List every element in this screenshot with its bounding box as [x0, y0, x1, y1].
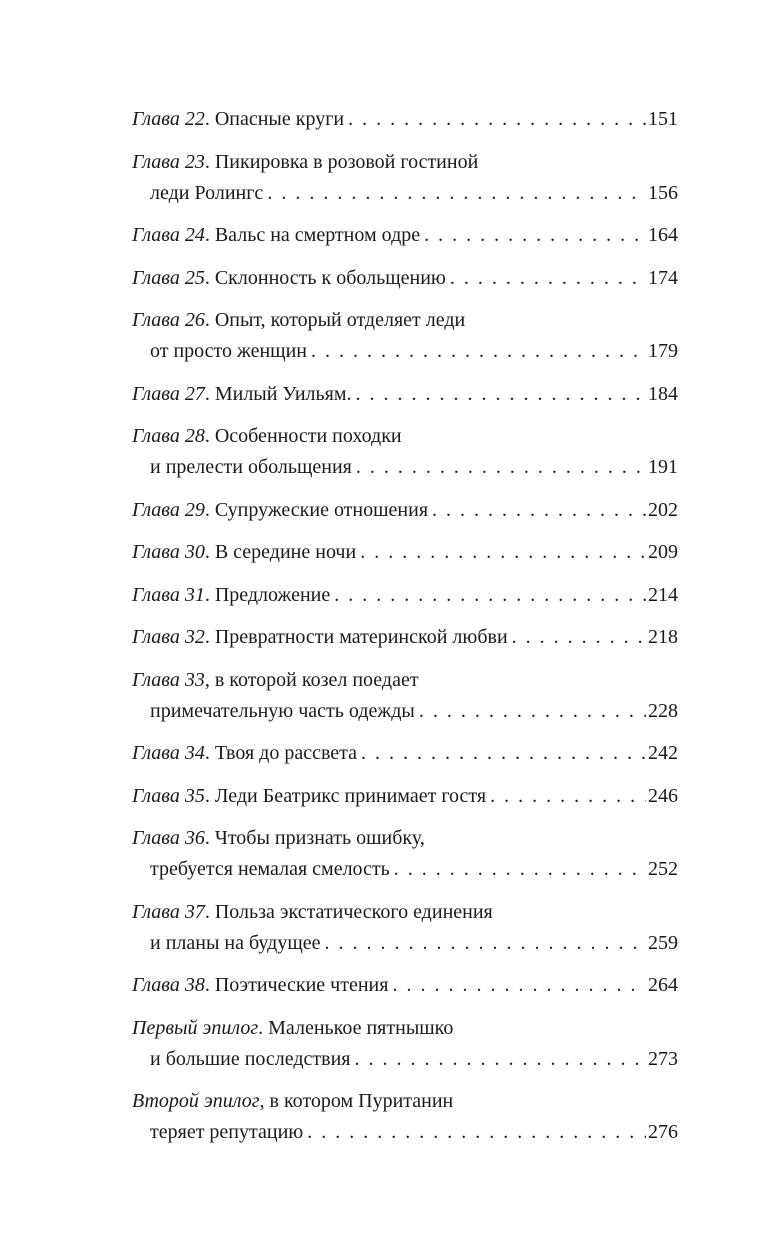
page-number: 264 [648, 974, 678, 996]
chapter-label: Глава 30 [132, 541, 205, 563]
page-number: 246 [648, 784, 678, 807]
chapter-separator: . [204, 382, 215, 405]
chapter-title: Вальс на смертном одре [214, 224, 421, 246]
toc-entry [132, 622, 678, 653]
chapter-separator: . [204, 974, 215, 996]
toc-entry-first-line [132, 580, 678, 611]
page-number: 184 [648, 382, 678, 405]
chapter-label: Глава 28 [132, 425, 205, 447]
chapter-separator: . [204, 541, 215, 563]
chapter-separator: . [204, 742, 215, 764]
chapter-label: Глава 32 [132, 626, 205, 648]
dot-leader [324, 928, 646, 959]
toc-entry-first-line [132, 421, 678, 452]
chapter-label: Глава 26 [132, 309, 205, 331]
chapter-title: в которой козел поедает [214, 668, 419, 691]
chapter-separator: . [204, 224, 215, 246]
toc-entry-first-line [132, 1086, 678, 1117]
toc-entry-first-line [132, 305, 678, 336]
page-number: 202 [648, 498, 678, 521]
page-number: 276 [648, 1121, 678, 1143]
chapter-title: Леди Беатрикс принимает гостя [214, 784, 487, 807]
toc-entry [132, 104, 678, 135]
page-number: 151 [648, 108, 678, 130]
chapter-separator: . [204, 425, 215, 447]
chapter-title: и прелести обольщения [150, 456, 352, 478]
chapter-title: и большие последствия [150, 1047, 351, 1070]
toc-entry-first-line [132, 1013, 678, 1044]
chapter-separator: . [204, 784, 215, 807]
toc-entry-continuation-line [132, 854, 678, 885]
toc-entry-first-line [132, 495, 678, 526]
toc-entry-continuation-line [132, 1117, 678, 1148]
dot-leader [419, 696, 646, 727]
toc-entry-first-line [132, 147, 678, 178]
chapter-label: Глава 38 [132, 974, 205, 996]
chapter-title: Польза экстатического единения [214, 900, 493, 923]
toc-entry [132, 220, 678, 251]
page-number: 273 [648, 1047, 678, 1070]
toc-entry [132, 305, 678, 367]
chapter-separator: . [204, 626, 215, 648]
chapter-separator: . [204, 266, 215, 289]
page-number: 259 [648, 931, 678, 954]
toc-entry [132, 1086, 678, 1148]
dot-leader [267, 178, 646, 209]
toc-entry [132, 421, 678, 483]
chapter-label: Глава 31 [132, 583, 205, 606]
page-number: 228 [648, 699, 678, 722]
chapter-separator: . [204, 583, 215, 606]
dot-leader [394, 854, 646, 885]
chapter-label: Глава 33 [132, 668, 205, 691]
dot-leader [348, 104, 646, 135]
chapter-title: Пикировка в розовой гостиной [214, 150, 479, 173]
chapter-title: теряет репутацию [150, 1121, 304, 1143]
page-number: 214 [648, 583, 678, 606]
toc-entry-first-line [132, 622, 678, 653]
chapter-title: и планы на будущее [150, 931, 321, 954]
toc-entry-first-line [132, 379, 678, 410]
toc-entry-continuation-line [132, 452, 678, 483]
toc-entry-first-line [132, 665, 678, 696]
chapter-title: Опыт, который отделяет леди [214, 309, 466, 331]
chapter-label: Глава 37 [132, 900, 205, 923]
chapter-title: Опасные круги [214, 108, 345, 130]
toc-entry [132, 897, 678, 959]
dot-leader [311, 336, 646, 367]
toc-entry-first-line [132, 738, 678, 769]
chapter-title: Превратности материнской любви [214, 626, 508, 648]
dot-leader [432, 495, 646, 526]
toc-entry [132, 1013, 678, 1075]
chapter-title: Склонность к обольщению [214, 266, 446, 289]
toc-entry [132, 147, 678, 209]
toc-entry [132, 263, 678, 294]
toc-entry-first-line [132, 220, 678, 251]
chapter-label: Глава 25 [132, 266, 205, 289]
chapter-title: в котором Пуританин [269, 1090, 454, 1112]
toc-entry [132, 823, 678, 885]
dot-leader [334, 580, 646, 611]
toc-entry-first-line [132, 970, 678, 1001]
dot-leader [512, 622, 646, 653]
page-number: 179 [648, 340, 678, 362]
toc-entry-first-line [132, 104, 678, 135]
chapter-separator: , [259, 1090, 270, 1112]
chapter-separator: , [204, 668, 215, 691]
dot-leader [307, 1117, 646, 1148]
toc-entry-first-line [132, 781, 678, 812]
page-number: 191 [648, 456, 678, 478]
toc-entry-continuation-line [132, 178, 678, 209]
chapter-label: Глава 35 [132, 784, 205, 807]
toc-entry-first-line [132, 263, 678, 294]
dot-leader [392, 970, 646, 1001]
chapter-title: Предложение [214, 583, 331, 606]
toc-entry-first-line [132, 537, 678, 568]
page-number: 156 [648, 181, 678, 204]
chapter-title: Супружеские отношения [214, 498, 429, 521]
dot-leader [450, 263, 646, 294]
chapter-separator: . [204, 108, 215, 130]
chapter-label: Глава 29 [132, 498, 205, 521]
chapter-title: примечательную часть одежды [150, 699, 415, 722]
dot-leader [360, 537, 646, 568]
page-number: 209 [648, 541, 678, 563]
dot-leader [490, 781, 646, 812]
dot-leader [356, 379, 647, 410]
dot-leader [424, 220, 646, 251]
chapter-label: Глава 23 [132, 150, 205, 173]
chapter-title: от просто женщин [150, 340, 307, 362]
chapter-label: Глава 22 [132, 108, 205, 130]
chapter-title: Твоя до рассвета [214, 742, 358, 764]
toc-entry [132, 580, 678, 611]
toc-entry-first-line [132, 897, 678, 928]
chapter-separator: . [204, 150, 215, 173]
toc-entry [132, 495, 678, 526]
chapter-title: леди Ролингс [150, 181, 264, 204]
toc-entry [132, 665, 678, 727]
chapter-title: Чтобы признать ошибку, [214, 827, 425, 849]
toc-entry [132, 781, 678, 812]
toc-entry-first-line [132, 823, 678, 854]
chapter-label: Глава 24 [132, 224, 205, 246]
dot-leader [361, 738, 646, 769]
page-number: 218 [648, 626, 678, 648]
dot-leader [356, 452, 646, 483]
dot-leader [355, 1044, 646, 1075]
chapter-separator: . [204, 900, 215, 923]
toc-entry [132, 537, 678, 568]
chapter-label: Глава 27 [132, 382, 205, 405]
chapter-separator: . [204, 498, 215, 521]
page-number: 252 [648, 858, 678, 880]
chapter-title: Маленькое пятнышко [268, 1016, 454, 1039]
toc-entry [132, 738, 678, 769]
toc-entry-continuation-line [132, 696, 678, 727]
table-of-contents [132, 104, 678, 1160]
chapter-title: Поэтические чтения [214, 974, 389, 996]
chapter-separator: . [204, 827, 215, 849]
page-number: 242 [648, 742, 678, 764]
chapter-label: Глава 36 [132, 827, 205, 849]
toc-entry-continuation-line [132, 1044, 678, 1075]
chapter-title: требуется немалая смелость [150, 858, 390, 880]
chapter-label: Первый эпилог [132, 1016, 259, 1039]
toc-entry-continuation-line [132, 928, 678, 959]
page-number: 164 [648, 224, 678, 246]
chapter-title: Милый Уильям. [214, 382, 352, 405]
chapter-label: Второй эпилог [132, 1090, 260, 1112]
chapter-label: Глава 34 [132, 742, 205, 764]
toc-entry [132, 379, 678, 410]
chapter-separator: . [258, 1016, 269, 1039]
chapter-title: Особенности походки [214, 425, 402, 447]
chapter-title: В середине ночи [214, 541, 357, 563]
page-number: 174 [648, 266, 678, 289]
toc-entry [132, 970, 678, 1001]
chapter-separator: . [204, 309, 215, 331]
toc-entry-continuation-line [132, 336, 678, 367]
